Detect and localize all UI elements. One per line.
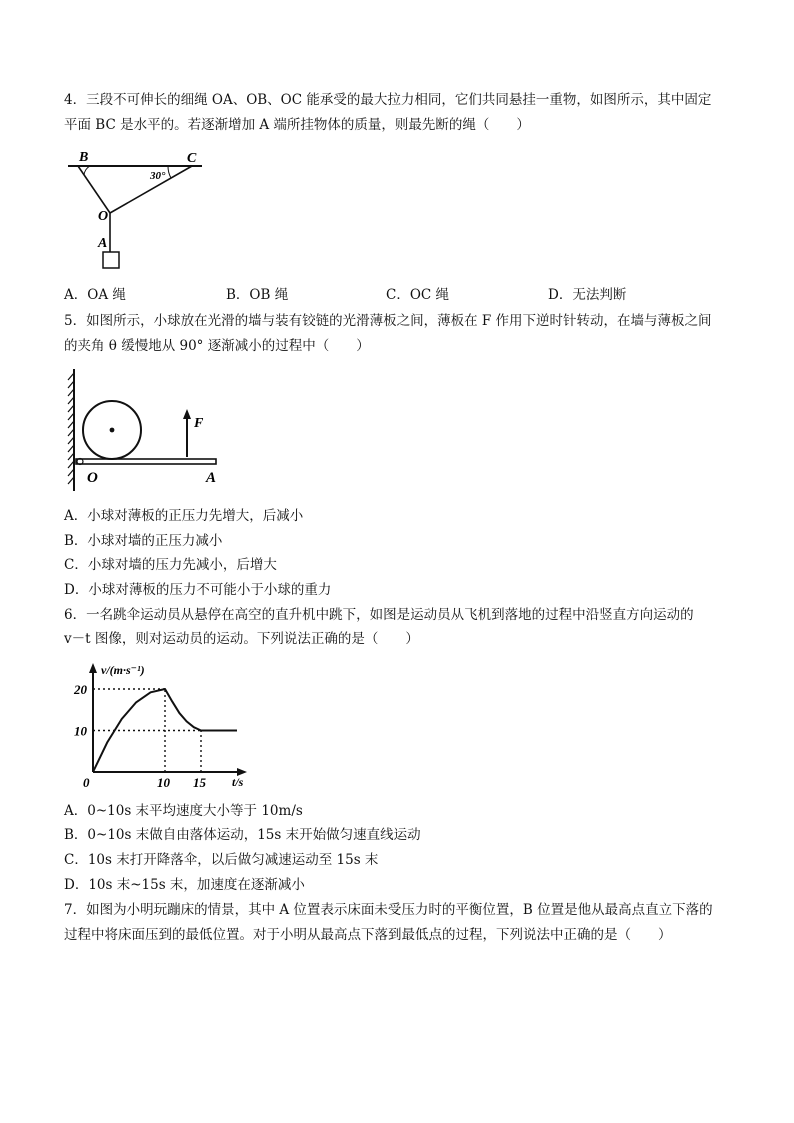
q6-option-b: B．0~10s 末做自由落体运动，15s 末开始做匀速直线运动 — [64, 827, 421, 843]
label-a: A — [206, 470, 217, 486]
q6-option-c: C．10s 末打开降落伞，以后做匀减速运动至 15s 末 — [64, 852, 379, 868]
q5-option-c: C．小球对墙的压力先减小，后增大 — [64, 557, 277, 573]
q5-option-d: D．小球对薄板的压力不可能小于小球的重力 — [64, 582, 332, 598]
q5-option-a: A．小球对薄板的正压力先增大，后减小 — [64, 508, 304, 524]
q4-option-b: B．OB 绳 — [226, 287, 289, 303]
q5-stem-line2: 的夹角 θ 缓慢地从 90° 逐渐减小的过程中（ ） — [64, 338, 370, 354]
label-b: B — [79, 150, 89, 165]
label-angle: 30° — [150, 170, 166, 182]
q6-stem-line1: 6．一名跳伞运动员从悬停在高空的直升机中跳下，如图是运动员从飞机到落地的过程中沿竖直方向运动的 — [64, 607, 694, 623]
y-tick-label-0: 10 — [74, 723, 87, 739]
x-axis-label: t/s — [232, 775, 244, 789]
q4-stem-line2: 平面 BC 是水平的。若逐渐增加 A 端所挂物体的质量，则最先断的绳（ ） — [64, 117, 530, 133]
q6-option-d: D．10s 末~15s 末，加速度在逐渐减小 — [64, 877, 305, 893]
x-tick-label-2: 15 — [193, 775, 206, 790]
y-axis-arrowhead — [89, 663, 97, 673]
x-tick-label-0: 0 — [83, 775, 90, 790]
q4-option-a: A．OA 绳 — [64, 287, 126, 303]
q4-option-d: D．无法判断 — [548, 287, 627, 303]
q6-stem-line2: v－t 图像，则对运动员的运动。下列说法正确的是（ ） — [64, 631, 419, 647]
q5-option-b: B．小球对墙的正压力减小 — [64, 533, 223, 549]
label-o: O — [87, 470, 98, 486]
q6-option-a: A．0~10s 末平均速度大小等于 10m/s — [64, 803, 303, 819]
x-tick-label-1: 10 — [157, 775, 170, 790]
y-axis-label: v/(m·s⁻¹) — [101, 663, 145, 677]
q7-stem-line1: 7．如图为小明玩蹦床的情景，其中 A 位置表示床面未受压力时的平衡位置，B 位置是他从最高点直立下落的 — [64, 902, 713, 918]
label-c: C — [187, 151, 197, 166]
y-tick-label-1: 20 — [74, 682, 87, 697]
q4-option-c: C．OC 绳 — [386, 287, 450, 303]
label-f: F — [194, 416, 204, 431]
label-o: O — [98, 209, 109, 224]
q7-stem-line2: 过程中将床面压到的最低位置。对于小明从最高点下落到最低点的过程，下列说法中正确的是（ ） — [64, 927, 672, 943]
q5-stem-line1: 5．如图所示，小球放在光滑的墙与装有铰链的光滑薄板之间，薄板在 F 作用下逆时针转动，在墙与薄板之间 — [64, 313, 712, 329]
label-a: A — [98, 236, 108, 251]
q4-stem-line1: 4．三段不可伸长的细绳 OA、OB、OC 能承受的最大拉力相同，它们共同悬挂一重物，如图所示，其中固定 — [64, 92, 712, 108]
